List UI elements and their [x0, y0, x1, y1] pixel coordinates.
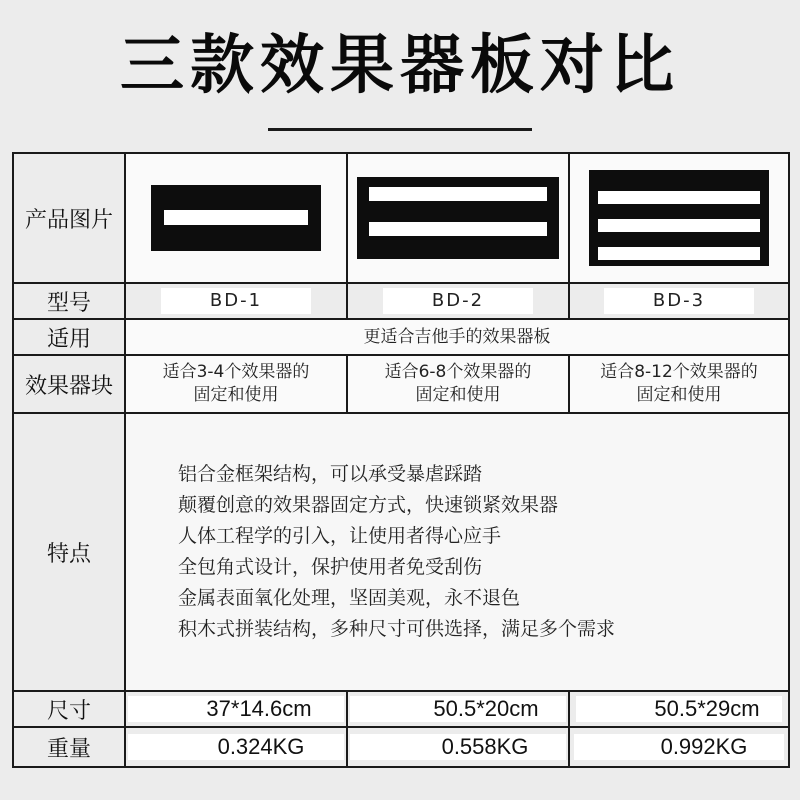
product-image-bd3	[569, 153, 789, 283]
feature-item: 颠覆创意的效果器固定方式，快速锁紧效果器	[178, 494, 559, 516]
board-slot	[369, 187, 547, 201]
row-use	[13, 319, 789, 355]
weight-value: 0.992KG	[574, 734, 784, 760]
weight-value: 0.558KG	[350, 734, 566, 760]
pedals-line1: 适合8-12个效果器的	[600, 362, 758, 382]
row-model	[13, 283, 789, 319]
size-bd3	[569, 691, 789, 727]
size-bd2	[347, 691, 569, 727]
label-product-image: 产品图片	[13, 153, 125, 283]
row-weight	[13, 727, 789, 767]
feature-item: 铝合金框架结构，可以承受暴虐踩踏	[178, 463, 483, 485]
label-weight: 重量	[13, 727, 125, 767]
size-value: 37*14.6cm	[128, 696, 344, 722]
row-pedals	[13, 355, 789, 413]
label-use: 适用	[13, 319, 125, 355]
weight-value: 0.324KG	[128, 734, 344, 760]
row-size	[13, 691, 789, 727]
title-underline	[268, 128, 532, 131]
model-name: BD-2	[383, 288, 533, 314]
product-image-bd1	[125, 153, 347, 283]
use-text: 更适合吉他手的效果器板	[125, 319, 789, 355]
model-bd3-cell	[569, 283, 789, 319]
pedals-line2: 固定和使用	[415, 385, 501, 405]
label-size: 尺寸	[13, 691, 125, 727]
page-title: 三款效果器板对比	[120, 29, 680, 103]
feature-item: 金属表面氧化处理，坚固美观，永不退色	[178, 587, 521, 609]
model-bd1-cell	[125, 283, 347, 319]
feature-item: 积木式拼装结构，多种尺寸可供选择，满足多个需求	[178, 618, 616, 640]
pedalboard-3-image	[589, 170, 769, 266]
weight-bd1	[125, 727, 347, 767]
pedals-bd3	[569, 355, 789, 413]
weight-bd3	[569, 727, 789, 767]
feature-list	[125, 413, 789, 691]
model-name: BD-1	[161, 288, 311, 314]
board-slot	[369, 222, 547, 236]
pedals-line2: 固定和使用	[636, 385, 722, 405]
pedals-line1: 适合3-4个效果器的	[162, 362, 310, 382]
size-value: 50.5*20cm	[350, 696, 566, 722]
label-features: 特点	[13, 413, 125, 691]
feature-item: 全包角式设计，保护使用者免受刮伤	[178, 556, 483, 578]
row-features	[13, 413, 789, 691]
board-slot	[598, 219, 760, 232]
weight-bd2	[347, 727, 569, 767]
row-product-image	[13, 153, 789, 283]
model-bd2-cell	[347, 283, 569, 319]
pedals-bd1	[125, 355, 347, 413]
size-bd1	[125, 691, 347, 727]
pedals-bd2	[347, 355, 569, 413]
pedalboard-1-image	[151, 185, 321, 251]
model-name: BD-3	[604, 288, 754, 314]
board-slot	[598, 191, 760, 204]
pedals-line2: 固定和使用	[193, 385, 279, 405]
comparison-table	[12, 152, 790, 768]
pedalboard-2-image	[357, 177, 559, 259]
board-slot	[164, 210, 308, 225]
product-image-bd2	[347, 153, 569, 283]
label-pedals: 效果器块	[13, 355, 125, 413]
size-value: 50.5*29cm	[576, 696, 782, 722]
board-slot	[598, 247, 760, 260]
label-model: 型号	[13, 283, 125, 319]
feature-item: 人体工程学的引入，让使用者得心应手	[178, 525, 502, 547]
pedals-line1: 适合6-8个效果器的	[384, 362, 532, 382]
